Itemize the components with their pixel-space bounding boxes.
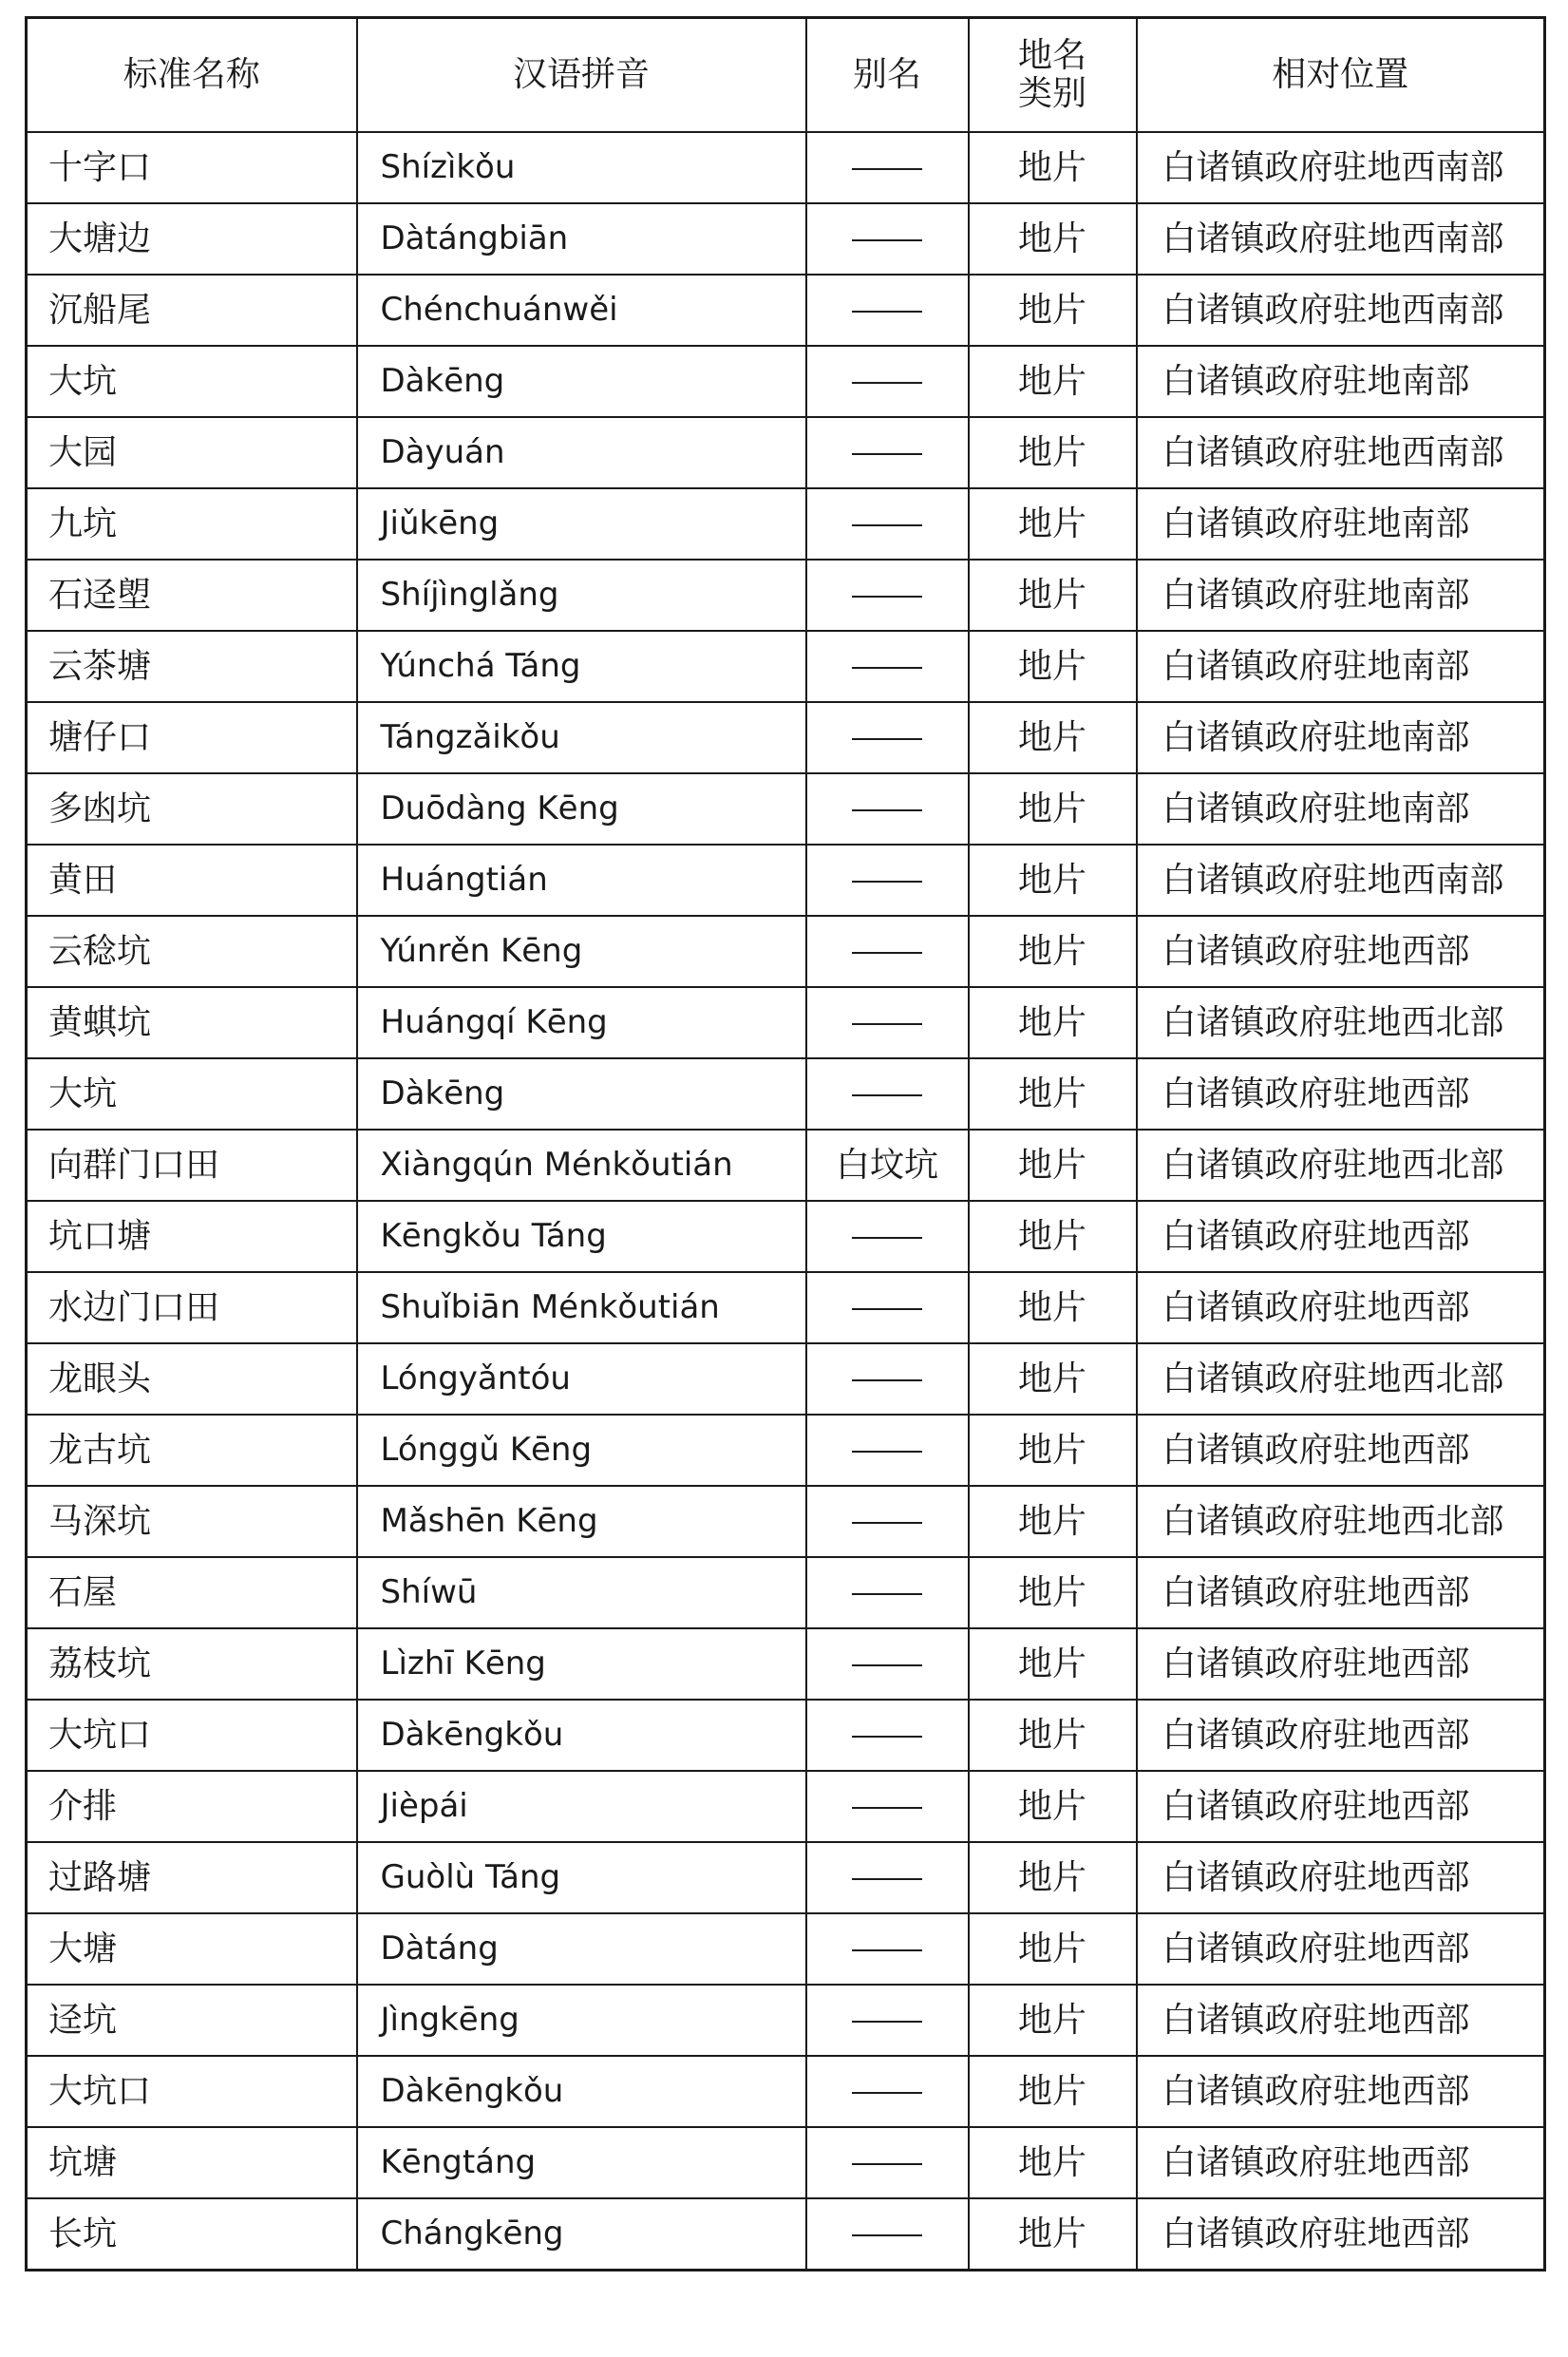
cell-pinyin: Yúnchá Táng: [357, 631, 806, 702]
cell-alias: [806, 560, 969, 631]
cell-pinyin: Chángkēng: [357, 2198, 806, 2271]
cell-relative-location: 白诸镇政府驻地西部: [1137, 1842, 1545, 1913]
cell-pinyin: Dàtángbiān: [357, 203, 806, 275]
table-row: [27, 1058, 1545, 1130]
cell-standard-name: 石屋: [27, 1557, 357, 1628]
cell-alias: [806, 1842, 969, 1913]
cell-place-type: 地片: [969, 631, 1137, 702]
cell-pinyin: Dàyuán: [357, 417, 806, 488]
cell-relative-location: 白诸镇政府驻地西部: [1137, 1700, 1545, 1771]
cell-alias: [806, 1913, 969, 1985]
cell-relative-location: 白诸镇政府驻地西部: [1137, 2056, 1545, 2127]
table-row: [27, 987, 1545, 1058]
alias-none-dash: [852, 2092, 922, 2094]
cell-pinyin: Dàkēng: [357, 1058, 806, 1130]
table-row: [27, 560, 1545, 631]
cell-standard-name: 过路塘: [27, 1842, 357, 1913]
table-row: [27, 1415, 1545, 1486]
table-row: [27, 631, 1545, 702]
cell-alias: [806, 1058, 969, 1130]
cell-relative-location: 白诸镇政府驻地西部: [1137, 2198, 1545, 2271]
header-row: [27, 18, 1545, 133]
header-pinyin: 汉语拼音: [357, 18, 806, 133]
cell-standard-name: 云稔坑: [27, 916, 357, 987]
cell-place-type: 地片: [969, 488, 1137, 560]
alias-none-dash: [852, 1379, 922, 1381]
cell-pinyin: Mǎshēn Kēng: [357, 1486, 806, 1557]
cell-standard-name: 大坑: [27, 1058, 357, 1130]
cell-standard-name: 大塘边: [27, 203, 357, 275]
alias-none-dash: [852, 738, 922, 740]
cell-alias: [806, 2127, 969, 2198]
alias-none-dash: [852, 1949, 922, 1951]
cell-standard-name: 龙古坑: [27, 1415, 357, 1486]
cell-standard-name: 介排: [27, 1771, 357, 1842]
table-row: [27, 2056, 1545, 2127]
cell-place-type: 地片: [969, 1486, 1137, 1557]
cell-standard-name: 云茶塘: [27, 631, 357, 702]
cell-standard-name: 长坑: [27, 2198, 357, 2271]
cell-place-type: 地片: [969, 773, 1137, 845]
cell-pinyin: Shízìkǒu: [357, 132, 806, 203]
cell-alias: [806, 987, 969, 1058]
table-row: [27, 1201, 1545, 1272]
cell-pinyin: Shuǐbiān Ménkǒutián: [357, 1272, 806, 1343]
alias-none-dash: [852, 168, 922, 170]
alias-none-dash: [852, 1807, 922, 1809]
table-row: [27, 203, 1545, 275]
cell-place-type: 地片: [969, 1557, 1137, 1628]
cell-standard-name: 坑塘: [27, 2127, 357, 2198]
alias-none-dash: [852, 2234, 922, 2236]
cell-relative-location: 白诸镇政府驻地西部: [1137, 1628, 1545, 1700]
cell-pinyin: Dàkēng: [357, 346, 806, 417]
cell-alias: [806, 346, 969, 417]
cell-alias: [806, 417, 969, 488]
cell-standard-name: 黄田: [27, 845, 357, 916]
cell-standard-name: 龙眼头: [27, 1343, 357, 1415]
cell-standard-name: 荔枝坑: [27, 1628, 357, 1700]
cell-alias: [806, 1415, 969, 1486]
cell-relative-location: 白诸镇政府驻地西北部: [1137, 1130, 1545, 1201]
cell-pinyin: Huángtián: [357, 845, 806, 916]
cell-relative-location: 白诸镇政府驻地南部: [1137, 560, 1545, 631]
cell-place-type: 地片: [969, 560, 1137, 631]
cell-pinyin: Huángqí Kēng: [357, 987, 806, 1058]
cell-standard-name: 大坑口: [27, 1700, 357, 1771]
cell-relative-location: 白诸镇政府驻地南部: [1137, 488, 1545, 560]
table-row: [27, 1557, 1545, 1628]
cell-standard-name: 大园: [27, 417, 357, 488]
cell-alias: [806, 1700, 969, 1771]
cell-place-type: 地片: [969, 2056, 1137, 2127]
cell-alias: [806, 1343, 969, 1415]
cell-standard-name: 塘仔口: [27, 702, 357, 773]
cell-relative-location: 白诸镇政府驻地西南部: [1137, 417, 1545, 488]
cell-relative-location: 白诸镇政府驻地西南部: [1137, 275, 1545, 346]
cell-relative-location: 白诸镇政府驻地西南部: [1137, 203, 1545, 275]
cell-place-type: 地片: [969, 203, 1137, 275]
table-row: [27, 275, 1545, 346]
table-header: [27, 18, 1545, 133]
cell-place-type: 地片: [969, 2198, 1137, 2271]
alias-none-dash: [852, 1023, 922, 1025]
cell-relative-location: 白诸镇政府驻地西北部: [1137, 1343, 1545, 1415]
cell-relative-location: 白诸镇政府驻地西北部: [1137, 1486, 1545, 1557]
cell-relative-location: 白诸镇政府驻地南部: [1137, 346, 1545, 417]
cell-standard-name: 多凼坑: [27, 773, 357, 845]
cell-relative-location: 白诸镇政府驻地西部: [1137, 1415, 1545, 1486]
cell-relative-location: 白诸镇政府驻地西部: [1137, 1201, 1545, 1272]
table-row: [27, 2198, 1545, 2271]
table-row: [27, 1272, 1545, 1343]
table-row: [27, 916, 1545, 987]
table-row: [27, 773, 1545, 845]
cell-standard-name: 大坑口: [27, 2056, 357, 2127]
cell-place-type: 地片: [969, 1985, 1137, 2056]
cell-pinyin: Lónggǔ Kēng: [357, 1415, 806, 1486]
cell-standard-name: 黄蜞坑: [27, 987, 357, 1058]
cell-pinyin: Lìzhī Kēng: [357, 1628, 806, 1700]
cell-pinyin: Jièpái: [357, 1771, 806, 1842]
header-alias: 别名: [806, 18, 969, 133]
alias-none-dash: [852, 1237, 922, 1239]
alias-none-dash: [852, 1664, 922, 1666]
cell-alias: [806, 1272, 969, 1343]
table-row: [27, 1771, 1545, 1842]
cell-pinyin: Chénchuánwěi: [357, 275, 806, 346]
cell-relative-location: 白诸镇政府驻地南部: [1137, 702, 1545, 773]
cell-alias: [806, 1201, 969, 1272]
table-row: [27, 702, 1545, 773]
cell-pinyin: Jiǔkēng: [357, 488, 806, 560]
header-relative-location: 相对位置: [1137, 18, 1545, 133]
cell-relative-location: 白诸镇政府驻地南部: [1137, 773, 1545, 845]
cell-standard-name: 大塘: [27, 1913, 357, 1985]
cell-pinyin: Dàtáng: [357, 1913, 806, 1985]
cell-standard-name: 沉船尾: [27, 275, 357, 346]
alias-none-dash: [852, 382, 922, 384]
alias-none-dash: [852, 1308, 922, 1310]
cell-place-type: 地片: [969, 1415, 1137, 1486]
alias-none-dash: [852, 667, 922, 669]
table-row: [27, 1343, 1545, 1415]
cell-alias: [806, 488, 969, 560]
alias-none-dash: [852, 1094, 922, 1096]
cell-alias: [806, 1985, 969, 2056]
cell-alias: [806, 773, 969, 845]
cell-alias: [806, 2056, 969, 2127]
cell-place-type: 地片: [969, 1130, 1137, 1201]
cell-pinyin: Shíjìnglǎng: [357, 560, 806, 631]
table-row: [27, 2127, 1545, 2198]
cell-pinyin: Jìngkēng: [357, 1985, 806, 2056]
cell-alias: [806, 275, 969, 346]
table-row: [27, 1486, 1545, 1557]
cell-alias: [806, 1771, 969, 1842]
table-row: [27, 845, 1545, 916]
cell-place-type: 地片: [969, 1343, 1137, 1415]
cell-place-type: 地片: [969, 845, 1137, 916]
header-standard-name: 标准名称: [27, 18, 357, 133]
header-place-type-label: 地名类别: [1017, 36, 1086, 113]
alias-none-dash: [852, 453, 922, 455]
table-row: [27, 1985, 1545, 2056]
cell-place-type: 地片: [969, 1201, 1137, 1272]
alias-none-dash: [852, 1593, 922, 1595]
cell-standard-name: 石迳塱: [27, 560, 357, 631]
cell-place-type: 地片: [969, 1913, 1137, 1985]
cell-standard-name: 水边门口田: [27, 1272, 357, 1343]
cell-alias: [806, 702, 969, 773]
table-row: [27, 1842, 1545, 1913]
cell-alias: [806, 916, 969, 987]
cell-place-type: 地片: [969, 1771, 1137, 1842]
cell-relative-location: 白诸镇政府驻地西部: [1137, 1913, 1545, 1985]
cell-pinyin: Xiàngqún Ménkǒutián: [357, 1130, 806, 1201]
cell-alias: [806, 132, 969, 203]
alias-none-dash: [852, 2021, 922, 2023]
cell-pinyin: Lóngyǎntóu: [357, 1343, 806, 1415]
cell-alias: [806, 1486, 969, 1557]
cell-place-type: 地片: [969, 1058, 1137, 1130]
cell-place-type: 地片: [969, 1628, 1137, 1700]
alias-none-dash: [852, 1878, 922, 1880]
table-body: [27, 132, 1545, 2271]
cell-pinyin: Shíwū: [357, 1557, 806, 1628]
table-row: [27, 1913, 1545, 1985]
place-names-table: [25, 16, 1546, 2271]
alias-none-dash: [852, 2163, 922, 2165]
cell-place-type: 地片: [969, 1842, 1137, 1913]
cell-standard-name: 十字口: [27, 132, 357, 203]
table-row: [27, 1700, 1545, 1771]
cell-alias: [806, 1628, 969, 1700]
cell-alias: [806, 203, 969, 275]
cell-standard-name: 坑口塘: [27, 1201, 357, 1272]
cell-relative-location: 白诸镇政府驻地西部: [1137, 1557, 1545, 1628]
cell-place-type: 地片: [969, 417, 1137, 488]
cell-relative-location: 白诸镇政府驻地西南部: [1137, 845, 1545, 916]
cell-alias: [806, 1557, 969, 1628]
cell-relative-location: 白诸镇政府驻地西部: [1137, 1771, 1545, 1842]
cell-place-type: 地片: [969, 1700, 1137, 1771]
table-row: [27, 1628, 1545, 1700]
cell-pinyin: Dàkēngkǒu: [357, 1700, 806, 1771]
alias-none-dash: [852, 1451, 922, 1453]
alias-none-dash: [852, 1522, 922, 1524]
cell-alias: [806, 631, 969, 702]
alias-none-dash: [852, 239, 922, 241]
cell-pinyin: Duōdàng Kēng: [357, 773, 806, 845]
cell-alias: [806, 845, 969, 916]
cell-standard-name: 向群门口田: [27, 1130, 357, 1201]
cell-alias: [806, 2198, 969, 2271]
header-place-type: [969, 18, 1137, 133]
cell-pinyin: Kēngtáng: [357, 2127, 806, 2198]
cell-standard-name: 马深坑: [27, 1486, 357, 1557]
cell-relative-location: 白诸镇政府驻地西南部: [1137, 132, 1545, 203]
cell-standard-name: 迳坑: [27, 1985, 357, 2056]
cell-standard-name: 九坑: [27, 488, 357, 560]
cell-pinyin: Tángzǎikǒu: [357, 702, 806, 773]
alias-none-dash: [852, 311, 922, 313]
cell-place-type: 地片: [969, 987, 1137, 1058]
alias-none-dash: [852, 881, 922, 883]
table-row: [27, 346, 1545, 417]
cell-place-type: 地片: [969, 132, 1137, 203]
cell-relative-location: 白诸镇政府驻地西部: [1137, 916, 1545, 987]
cell-pinyin: Dàkēngkǒu: [357, 2056, 806, 2127]
table-row: [27, 417, 1545, 488]
cell-place-type: 地片: [969, 275, 1137, 346]
alias-none-dash: [852, 1736, 922, 1738]
cell-pinyin: Guòlù Táng: [357, 1842, 806, 1913]
cell-place-type: 地片: [969, 2127, 1137, 2198]
table-row: [27, 132, 1545, 203]
table-row: [27, 488, 1545, 560]
alias-none-dash: [852, 524, 922, 526]
cell-place-type: 地片: [969, 702, 1137, 773]
cell-pinyin: Yúnrěn Kēng: [357, 916, 806, 987]
alias-none-dash: [852, 596, 922, 598]
alias-none-dash: [852, 952, 922, 954]
alias-none-dash: [852, 809, 922, 811]
table-row: [27, 1130, 1545, 1201]
cell-relative-location: 白诸镇政府驻地西部: [1137, 2127, 1545, 2198]
cell-place-type: 地片: [969, 916, 1137, 987]
cell-place-type: 地片: [969, 1272, 1137, 1343]
cell-alias: 白坟坑: [806, 1130, 969, 1201]
cell-pinyin: Kēngkǒu Táng: [357, 1201, 806, 1272]
cell-relative-location: 白诸镇政府驻地西部: [1137, 1985, 1545, 2056]
cell-relative-location: 白诸镇政府驻地西部: [1137, 1272, 1545, 1343]
cell-place-type: 地片: [969, 346, 1137, 417]
cell-relative-location: 白诸镇政府驻地南部: [1137, 631, 1545, 702]
cell-relative-location: 白诸镇政府驻地西北部: [1137, 987, 1545, 1058]
gazetteer-table-container: [25, 16, 1543, 2271]
cell-relative-location: 白诸镇政府驻地西部: [1137, 1058, 1545, 1130]
cell-standard-name: 大坑: [27, 346, 357, 417]
